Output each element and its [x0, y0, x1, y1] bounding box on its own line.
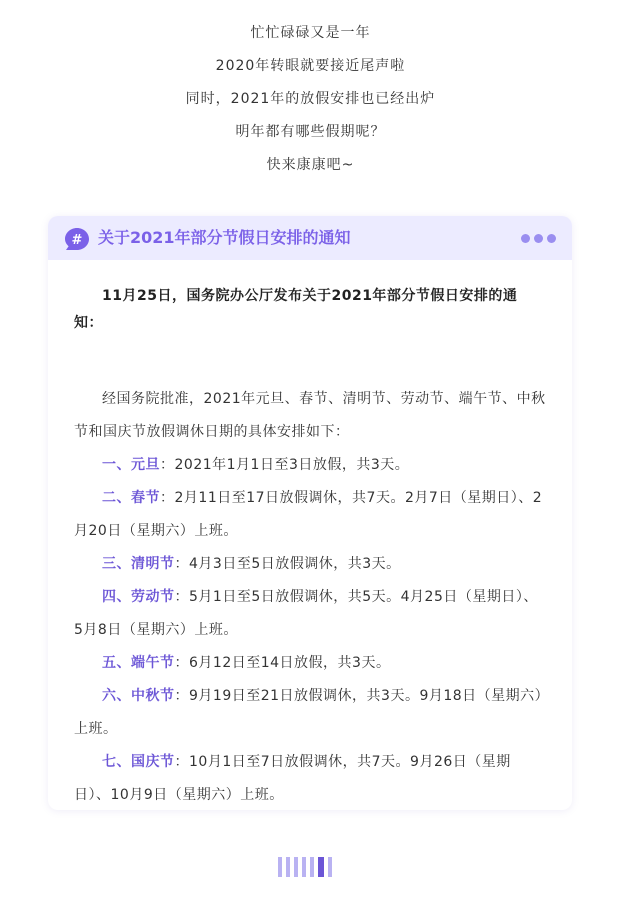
holiday-item	[74, 548, 546, 581]
svg-text:#: #	[71, 233, 83, 248]
dot	[534, 234, 543, 243]
holiday-item	[74, 746, 546, 810]
holiday-item	[74, 647, 546, 680]
lead-paragraph: 11月25日，国务院办公厅发布关于2021年部分节假日安排的通知：	[74, 288, 518, 331]
holiday-text: ：2月11日至17日放假调休，共7天。2月7日（星期日）、2月20日（星期六）上班。	[74, 490, 543, 539]
divider-bar	[302, 857, 306, 877]
holiday-text: ：2021年1月1日至3日放假，共3天。	[160, 457, 410, 473]
holiday-text: ：10月1日至7日放假调休，共7天。9月26日（星期日）、10月9日（星期六）上班。	[74, 754, 511, 803]
page-divider-bars	[278, 857, 332, 877]
approve-paragraph: 经国务院批准，2021年元旦、春节、清明节、劳动节、端午节、中秋节和国庆节放假调休日期的具体安排如下：	[74, 391, 546, 440]
intro-block	[0, 22, 621, 187]
holiday-item	[74, 581, 546, 647]
divider-bar	[286, 857, 290, 877]
intro-line: 忙忙碌碌又是一年	[250, 25, 371, 41]
notice-card	[48, 216, 572, 810]
intro-line: 同时，2021年的放假安排也已经出炉	[185, 91, 436, 107]
card-title: 关于2021年部分节假日安排的通知	[98, 228, 351, 247]
dot	[521, 234, 530, 243]
divider-bar-active	[318, 857, 324, 877]
holiday-item	[74, 482, 546, 548]
divider-bar	[310, 857, 314, 877]
holiday-label: 二、春节	[102, 490, 160, 506]
dot	[547, 234, 556, 243]
intro-line: 2020年转眼就要接近尾声啦	[215, 58, 406, 74]
holiday-text: ：6月12日至14日放假，共3天。	[174, 655, 391, 671]
holiday-item	[74, 680, 546, 746]
holiday-label: 六、中秋节	[102, 688, 175, 704]
holiday-item	[74, 449, 546, 482]
holiday-label: 七、国庆节	[102, 754, 175, 770]
holiday-text: ：5月1日至5日放假调休，共5天。4月25日（星期日）、5月8日（星期六）上班。	[74, 589, 538, 638]
intro-line: 明年都有哪些假期呢？	[235, 124, 386, 140]
holiday-label: 五、端午节	[102, 655, 175, 671]
holiday-label: 四、劳动节	[102, 589, 175, 605]
more-dots-icon	[521, 234, 556, 243]
hashtag-bubble-icon	[65, 228, 89, 251]
holiday-label: 一、元旦	[102, 457, 160, 473]
divider-bar	[328, 857, 332, 877]
divider-bar	[294, 857, 298, 877]
card-body	[48, 260, 572, 810]
holiday-text: ：9月19日至21日放假调休，共3天。9月18日（星期六）上班。	[74, 688, 543, 737]
card-header	[48, 216, 572, 260]
holiday-label: 三、清明节	[102, 556, 175, 572]
intro-line: 快来康康吧~	[266, 157, 355, 173]
divider-bar	[278, 857, 282, 877]
holiday-text: ：4月3日至5日放假调休，共3天。	[174, 556, 401, 572]
